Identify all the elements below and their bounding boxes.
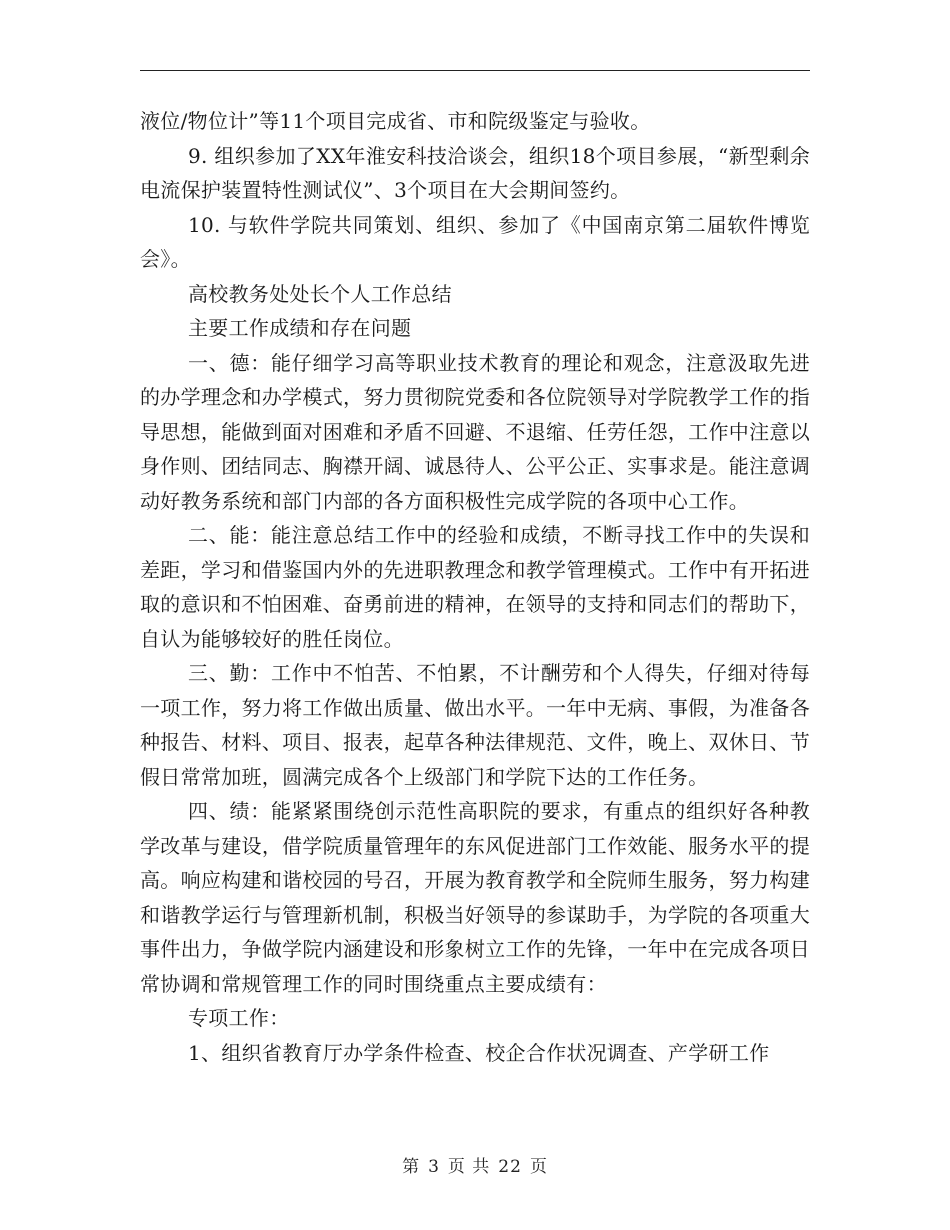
- paragraph-neng: 二、能：能注意总结工作中的经验和成绩，不断寻找工作中的失误和差距，学习和借鉴国内外的先进职教理念和教学管理模式。工作中有开拓进取的意识和不怕困难、奋勇前进的精神，在领导的支持和同志们的帮助下，自认为能够较好的胜任岗位。: [140, 523, 810, 651]
- paragraph-ji: 四、绩：能紧紧围绕创示范性高职院的要求，有重点的组织好各种教学改革与建设，借学院质量管理年的东风促进部门工作效能、服务水平的提高。响应构建和谐校园的号召，开展为教育教学和全院师生服务，努力构建和谐教学运行与管理新机制，积极当好领导的参谋助手，为学院的各项重大事件出力，争做学院内涵建设和形象树立工作的先锋，一年中在完成各项日常协调和常规管理工作的同时围绕重点主要成绩有：: [140, 799, 810, 996]
- paragraph-item-1: 1、组织省教育厅办学条件检查、校企合作状况调查、产学研工作: [188, 1040, 770, 1065]
- footer-suffix: 页: [529, 1157, 548, 1177]
- subheading-special-work: 专项工作：: [188, 1006, 290, 1030]
- paragraph-de: 一、德：能仔细学习高等职业技术教育的理论和观念，注意汲取先进的办学理念和办学模式，努力贯彻院党委和各位院领导对学院教学工作的指导思想，能做到面对困难和矛盾不回避、不退缩、任劳任怨，工作中注意以身作则、团结同志、胸襟开阔、诚恳待人、公平公正、实事求是。能注意调动好教务系统和部门内部的各方面积极性完成学院的各项中心工作。: [140, 350, 810, 513]
- section-heading: 主要工作成绩和存在问题: [188, 316, 412, 340]
- header-rule: [140, 70, 810, 71]
- page-footer: [0, 1152, 950, 1177]
- current-page-number: 3: [428, 1157, 440, 1177]
- footer-middle: 页 共: [447, 1157, 491, 1177]
- paragraph-item-10: 10. 与软件学院共同策划、组织、参加了《中国南京第二届软件博览会》。: [140, 212, 810, 271]
- document-body: [140, 104, 810, 1070]
- paragraph-continuation: 液位/物位计”等11个项目完成省、市和院级鉴定与验收。: [140, 109, 651, 133]
- total-pages-number: 22: [498, 1157, 522, 1177]
- document-title: 高校教务处处长个人工作总结: [188, 281, 452, 306]
- paragraph-qin: 三、勤：工作中不怕苦、不怕累，不计酬劳和个人得失，仔细对待每一项工作，努力将工作做出质量、做出水平。一年中无病、事假，为准备各种报告、材料、项目、报表，起草各种法律规范、文件，晚上、双休日、节假日常常加班，圆满完成各个上级部门和学院下达的工作任务。: [140, 661, 810, 789]
- footer-prefix: 第: [402, 1157, 421, 1177]
- paragraph-item-9: 9. 组织参加了XX年淮安科技洽谈会，组织18个项目参展，“新型剩余电流保护装置特性测试仪”、3个项目在大会期间签约。: [140, 143, 810, 202]
